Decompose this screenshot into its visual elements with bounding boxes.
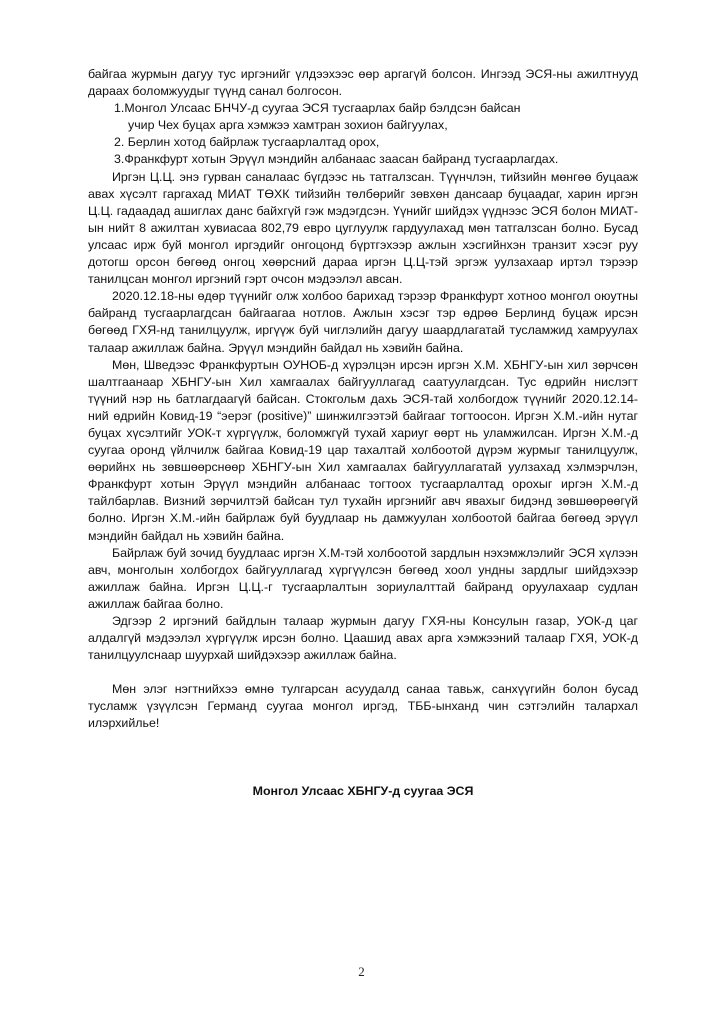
option-item-1-continuation: учир Чех буцах арга хэмжээ хамтран зохион байгуулах, xyxy=(128,118,448,133)
spacer xyxy=(88,664,638,681)
option-item-3: 3.Франкфурт хотын Эрүүл мэндийн албанаас заасан байранд тусгаарлагдах. xyxy=(114,152,559,167)
paragraph-gratitude: Мөн элэг нэгтнийхээ өмнө тулгарсан асуудалд санаа тавьж, санхүүгийн болон бусад тусламж үзүүлсэн Германд суугаа монгол иргэд, ТББ-ынханд чин сэтгэлийн талархал илэрхийлье! xyxy=(88,682,638,731)
signature-line: Монгол Улсаас ХБНГУ-д суугаа ЭСЯ xyxy=(252,783,474,798)
paragraph-sweden-citizen: Мөн, Шведээс Франкфуртын ОУНОБ-д хүрэлцэн ирсэн иргэн Х.М. ХБНГУ-ын хил зөрчсөн шалтгаанаар ХБНГУ-ын Хил хамгаалах байгууллагад саатуулагдсан. Тус өдрийн нислэгт түүний нэр нь батлагдаагүй байсан. Стокгольм дахь ЭСЯ-тай холбогдож түүнийг 2020.12.14-ний өдрийн Ковид-19 “эерэг (positive)” шинжилгээтэй байгааг тогтоосон. Иргэн Х.М.-ийн нутаг буцах хүсэлтийг УОК-т хүргүүлж, боломжгүй тухай хариуг өөрт нь уламжилсан. Иргэн Х.М.-д суугаа оронд үйлчилж байгаа Ковид-19 цар тахалтай холбоотой дүрэм журмыг танилцуулж, өөрийнх нь зөвшөөрснөөр ХБНГУ-ын Хил хамгаалах байгууллагатай уулзахад хэлмэрчлэн, Франкфурт хотын Эрүүл мэндийн албанаас тогтоох тусгаарлалтад орохыг иргэн Х.М.-д тайлбарлав. Визний зөрчилтэй байсан тул тухайн иргэнийг авч явахыг бидэнд зөвшөөрөөгүй болно. Иргэн Х.М.-ийн байрлаж буй буудлаар нь дамжуулан холбоотой байгаа бөгөөд эрүүл мэндийн байдал нь хэвийн байна. xyxy=(88,357,638,543)
option-item-1: 1.Монгол Улсаас БНЧУ-д суугаа ЭСЯ тусгаарлах байр бэлдсэн байсан xyxy=(114,101,521,116)
page-number: 2 xyxy=(358,964,365,979)
option-item-2: 2. Берлин хотод байрлаж тусгаарлалтад орох, xyxy=(114,135,380,150)
paragraph-hotel-expenses: Байрлаж буй зочид буудлаас иргэн Х.М-тэй холбоотой зардлын нэхэмжлэлийг ЭСЯ хүлээн авч, монголын холбогдох байгууллагад хүргүүлсэн бөгөөд хоол ундны зардлыг шийдэхээр ажиллаж байна. Иргэн Ц.Ц.-г тусгаарлалтын зориулалттай байранд оруулахаар судлан ажиллаж байгаа болно. xyxy=(88,545,638,611)
paragraph-citizen-refusal: Иргэн Ц.Ц. энэ гурван саналаас бүгдээс нь татгалзсан. Түүнчлэн, тийзийн мөнгөө буцааж авах хүсэлт гаргахад МИАТ ТӨХК тийзийн төлбөрийг зөвхөн дансаар буцаадаг, харин иргэн Ц.Ц. гадаадад ашиглах данс байхгүй гэж мэдэгдсэн. Үүнийг шийдэх үүднээс ЭСЯ болон МИАТ-ын нийт 8 ажилтан хувиасаа 802,79 евро цуглуулж гардуулахад мөн татгалзсан болно. Бусад улсаас ирж буй монгол иргэдийг онгоцонд бүртгэхээр ажлын хэсгийнхэн транзит хэсэг руу дотогш орсон бөгөөд онгоц хөөрсний дараа иргэн Ц.Ц-тэй эргэж уулзахаар иртэл тэрээр танилцсан монгол иргэний гэрт очсон мэдээлэл авсан. xyxy=(88,169,638,287)
paragraph-reporting: Эдгээр 2 иргэний байдлын талаар журмын дагуу ГХЯ-ны Консулын газар, УОК-д цаг алдалгүй мэдээлэл хүргүүлж ирсэн болно. Цаашид авах арга хэмжээний талаар ГХЯ, УОК-д танилцуулснаар шуурхай шийдэхээр ажиллаж байна. xyxy=(88,614,638,663)
paragraph-continuation: байгаа журмын дагуу тус иргэнийг үлдээхээс өөр аргагүй болсон. Ингээд ЭСЯ-ны ажилтнууд дараах боломжуудыг түүнд санал болгосон. xyxy=(88,67,638,99)
spacer xyxy=(88,733,638,783)
paragraph-frankfurt-contact: 2020.12.18-ны өдөр түүнийг олж холбоо барихад тэрээр Франкфурт хотноо монгол оюутны байранд тусгаарлагдсан байгаагаа нотлов. Ажлын хэсэг тэр өдрөө Берлинд буцаж ирсэн бөгөөд ГХЯ-нд танилцуулж, иргүүж буй чиглэлийн дагуу шаардлагатай тусламжид хамруулах талаар ажиллаж байна. Эрүүл мэндийн байдал нь хэвийн байна. xyxy=(88,289,638,355)
document-body xyxy=(88,66,638,800)
